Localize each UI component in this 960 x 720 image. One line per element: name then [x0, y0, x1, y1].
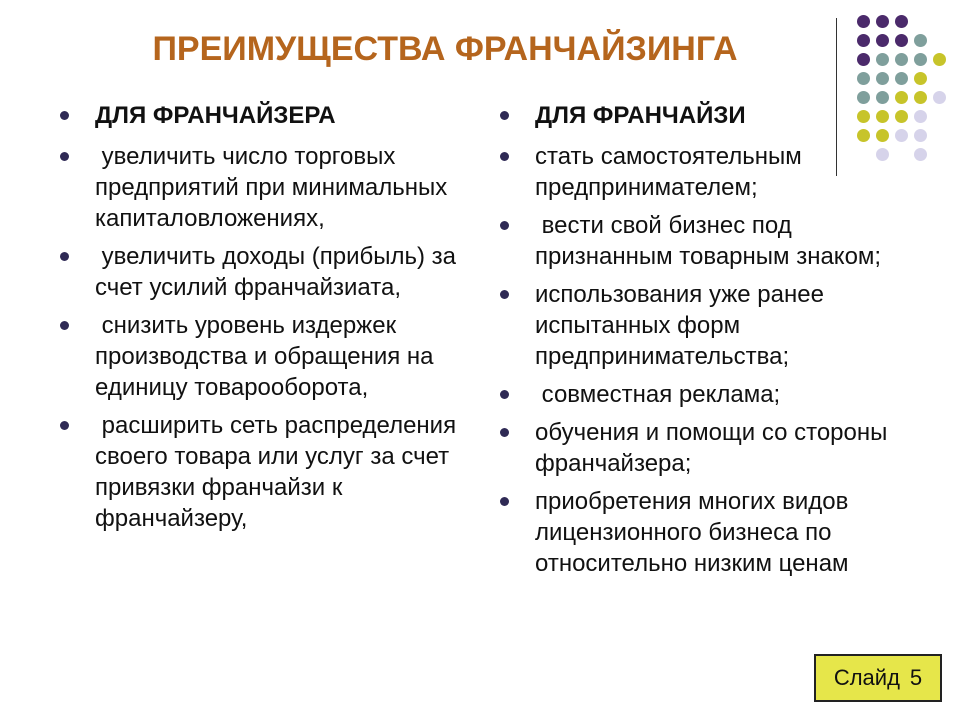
- decor-dot: [933, 91, 946, 104]
- list-item-text: вести свой бизнес под признанным товарным знаком;: [535, 212, 882, 270]
- list-heading: [60, 100, 470, 131]
- bullet-icon: [500, 390, 509, 399]
- list-item: [500, 210, 900, 272]
- list-heading-text: ДЛЯ ФРАНЧАЙЗИ: [535, 102, 746, 129]
- decor-dot: [876, 15, 889, 28]
- slide-title: ПРЕИМУЩЕСТВА ФРАНЧАЙЗИНГА: [152, 30, 738, 68]
- decor-dot: [895, 72, 908, 85]
- decor-dot: [914, 129, 927, 142]
- list-item: [500, 486, 900, 579]
- bullet-icon: [60, 321, 69, 330]
- list-item-text: обучения и помощи со стороны франчайзера;: [535, 419, 895, 477]
- slide-number: 5: [909, 665, 923, 690]
- list-item: [60, 141, 470, 234]
- slide-label: Слайд: [833, 665, 900, 690]
- list-item: [500, 141, 900, 203]
- list-item-text: увеличить число торговых предприятий при минимальных капиталовложениях,: [95, 143, 454, 232]
- bullet-icon: [500, 152, 509, 161]
- decor-dot: [895, 53, 908, 66]
- bullet-icon: [60, 252, 69, 261]
- decor-dot: [895, 34, 908, 47]
- bullet-icon: [60, 152, 69, 161]
- bullet-icon: [500, 111, 509, 120]
- list-item-text: расширить сеть распределения своего товара или услуг за счет привязки франчайзи к франчайзеру,: [95, 412, 463, 532]
- decor-dot: [914, 148, 927, 161]
- decor-dot: [933, 53, 946, 66]
- decor-dot: [914, 53, 927, 66]
- decor-dot: [914, 72, 927, 85]
- list-item: [60, 310, 470, 403]
- franchisee-benefits-list: [500, 100, 900, 586]
- decor-dot: [914, 110, 927, 123]
- list-item: [60, 410, 470, 534]
- bullet-icon: [500, 221, 509, 230]
- list-item-text: совместная реклама;: [535, 381, 781, 408]
- list-item: [500, 417, 900, 479]
- decor-dot: [876, 72, 889, 85]
- list-item: [60, 241, 470, 303]
- franchisor-benefits-list: [60, 100, 470, 541]
- bullet-icon: [500, 497, 509, 506]
- bullet-icon: [500, 428, 509, 437]
- list-item: [500, 279, 900, 372]
- list-item-text: использования уже ранее испытанных форм предпринимательства;: [535, 281, 831, 370]
- decor-dot: [914, 34, 927, 47]
- list-item: [500, 379, 900, 410]
- decor-dot: [895, 15, 908, 28]
- list-item-text: приобретения многих видов лицензионного бизнеса по относительно низким ценам: [535, 488, 855, 577]
- bullet-icon: [500, 290, 509, 299]
- bullet-icon: [60, 111, 69, 120]
- list-item-text: снизить уровень издержек производства и обращения на единицу товарооборота,: [95, 312, 441, 401]
- decor-dot: [857, 53, 870, 66]
- list-item-text: стать самостоятельным предпринимателем;: [535, 143, 809, 201]
- list-item-text: увеличить доходы (прибыль) за счет усилий франчайзиата,: [95, 243, 463, 301]
- decor-dot: [857, 15, 870, 28]
- decor-dot: [876, 34, 889, 47]
- list-heading-text: ДЛЯ ФРАНЧАЙЗЕРА: [95, 102, 336, 129]
- bullet-icon: [60, 421, 69, 430]
- decor-dot: [876, 53, 889, 66]
- decor-dot: [857, 72, 870, 85]
- list-heading: [500, 100, 900, 131]
- decor-dot: [914, 91, 927, 104]
- decor-dot: [857, 34, 870, 47]
- slide-number-badge: [814, 654, 942, 702]
